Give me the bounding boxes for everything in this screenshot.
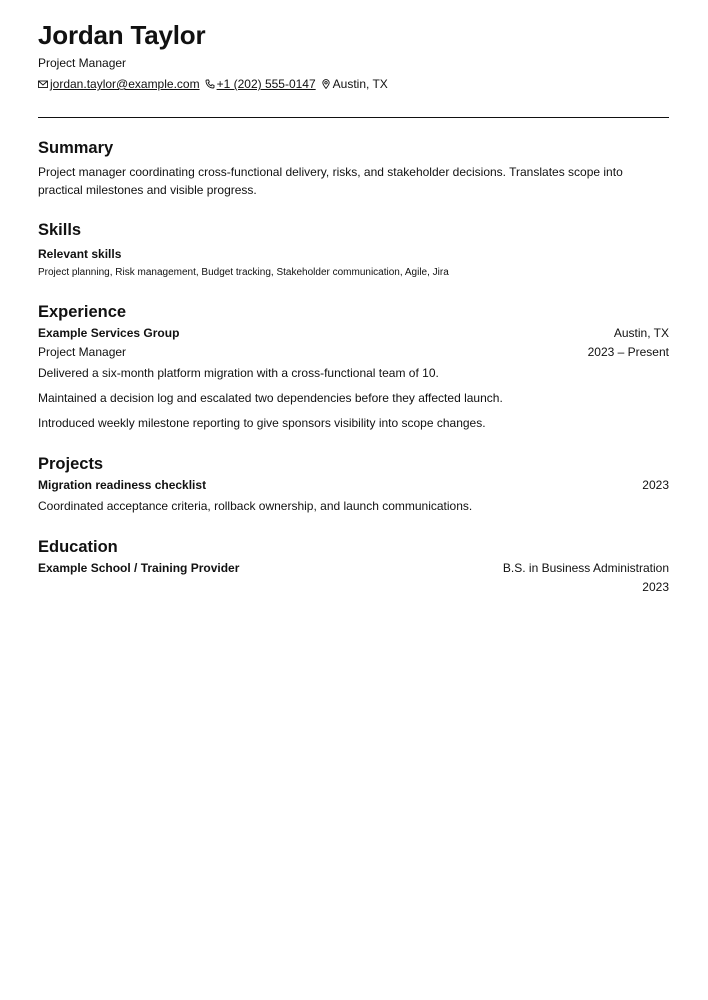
experience-title-row	[38, 345, 669, 363]
candidate-role: Project Manager	[38, 56, 127, 70]
project-description: Coordinated acceptance criteria, rollback ownership, and launch communications.	[38, 499, 473, 513]
phone-icon	[205, 79, 215, 89]
experience-bullet: Maintained a decision log and escalated two dependencies before they affected launch.	[38, 391, 503, 405]
email-link[interactable]: jordan.taylor@example.com	[50, 77, 200, 91]
education-year-row	[38, 580, 669, 598]
project-name: Migration readiness checklist	[38, 478, 207, 492]
experience-bullet: Delivered a six-month platform migration with a cross-functional team of 10.	[38, 366, 439, 380]
summary-heading: Summary	[38, 139, 114, 157]
experience-bullet: Introduced weekly milestone reporting to give sponsors visibility into scope changes.	[38, 416, 486, 430]
skills-label: Relevant skills	[38, 247, 122, 261]
education-year: 2023	[642, 580, 669, 594]
contact-phone	[205, 77, 316, 91]
skills-list: Project planning, Risk management, Budget tracking, Stakeholder communication, Agile, Jira	[38, 267, 449, 278]
candidate-name: Jordan Taylor	[38, 20, 206, 50]
envelope-icon	[38, 79, 48, 89]
projects-heading: Projects	[38, 455, 104, 473]
experience-company-row	[38, 326, 669, 344]
header-divider	[38, 117, 669, 118]
location-pin-icon	[321, 79, 331, 89]
summary-text: Project manager coordinating cross-functional delivery, risks, and stakeholder decisions. Translates scope into practical milestones and visible progress.	[38, 165, 623, 197]
project-row	[38, 478, 669, 496]
project-year: 2023	[642, 478, 669, 492]
education-heading: Education	[38, 538, 118, 556]
experience-location: Austin, TX	[613, 326, 669, 340]
education-degree: B.S. in Business Administration	[502, 561, 669, 575]
experience-title: Project Manager	[38, 345, 127, 359]
experience-dates: 2023 – Present	[587, 345, 669, 359]
education-school: Example School / Training Provider	[38, 561, 240, 575]
skills-heading: Skills	[38, 221, 82, 239]
contact-line	[38, 77, 393, 91]
experience-company: Example Services Group	[38, 326, 180, 340]
phone-link[interactable]: +1 (202) 555-0147	[216, 77, 316, 91]
location-text: Austin, TX	[332, 77, 388, 91]
education-row	[38, 561, 669, 579]
contact-location	[321, 77, 388, 91]
contact-email	[38, 77, 200, 91]
experience-heading: Experience	[38, 303, 127, 321]
